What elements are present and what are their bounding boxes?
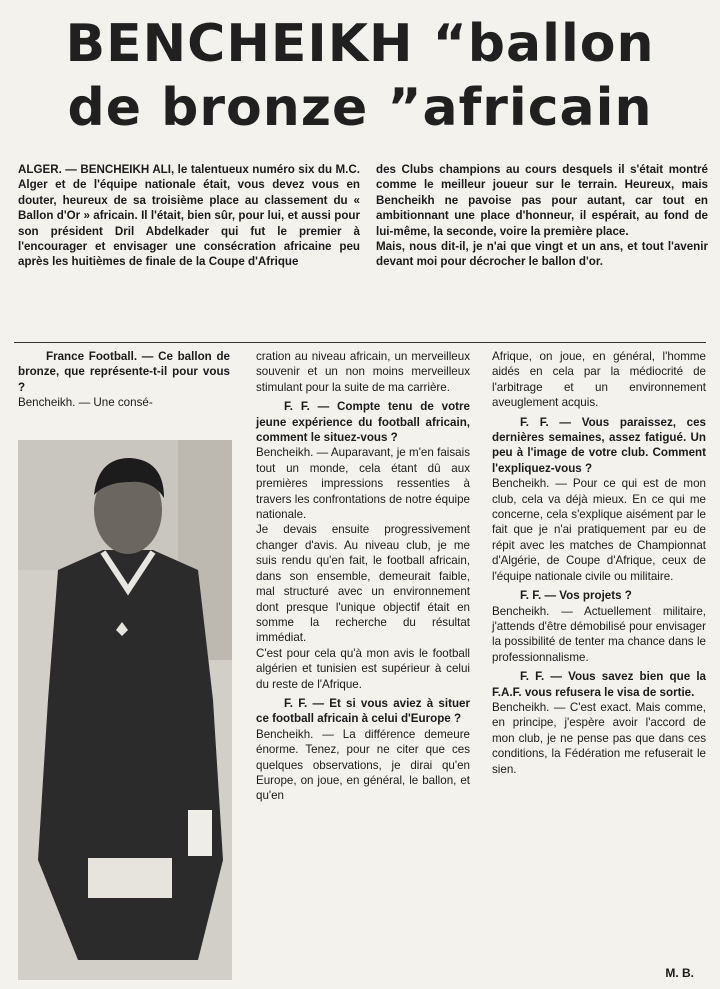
- lead-paragraph-col1: [18, 162, 360, 270]
- question-5: F. F. — Vos projets ?: [520, 589, 632, 603]
- question-4: F. F. — Vous paraissez, ces dernières semaines, assez fatigué. Un peu à l'image de votre club. Comment l'expliquez-vous ?: [492, 415, 706, 475]
- section-divider: [14, 342, 706, 343]
- answer-5: Bencheikh. — Actuellement militaire, j'attends d'être démobilisé pour envisager la possibilité de tenter ma chance dans le professionnalisme.: [492, 604, 706, 664]
- answer-6: Bencheikh. — C'est exact. Mais comme, en principe, j'espère avoir l'accord de mon club, je ne pense pas que dans ces conditions, la Fédération me refuserait le sien.: [492, 700, 706, 776]
- interview-column-2: [256, 349, 470, 804]
- lead-paragraph-col2: [376, 162, 708, 270]
- answer-3-end: Afrique, on joue, en général, l'homme aidés en cela par la médiocrité de l'arbitrage et un environnement aveuglement acquis.: [492, 350, 706, 410]
- answer-4: Bencheikh. — Pour ce qui est de mon club, cela va déjà mieux. En ce qui me concerne, cela s'explique aisément par le fait que je n'ai pratiquement par eu de répit avec les matches de Championnat d'Algérie, de Coupe d'Afrique, ceux de l'équipe nationale civile ou militaire.: [492, 477, 706, 583]
- question-3: F. F. — Et si vous aviez à situer ce football africain à celui d'Europe ?: [256, 696, 470, 726]
- question-6: F. F. — Vous savez bien que la F.A.F. vous refusera le visa de sortie.: [492, 670, 706, 699]
- headline-line-2: de bronze ”africain: [67, 78, 653, 138]
- interview-column-3: [492, 349, 706, 777]
- lead-text-2: des Clubs champions au cours desquels il s'était montré comme le meilleur joueur sur le terrain. Heureux, mais Bencheikh ne pavoise pas pour autant, car tout en ambitionnant une place d'honneur, il espérait, au fond de lui-même, la seconde, voire la première place.: [376, 163, 708, 238]
- question-2: F. F. — Compte tenu de votre jeune expérience du football africain, comment le situez-vous ?: [256, 400, 470, 445]
- player-portrait-image: [18, 440, 232, 980]
- answer-2: Bencheikh. — Auparavant, je m'en faisais tout un monde, cela étant dû aux premières impressions ressenties à travers les confrontations de notre équipe nationale.: [256, 446, 470, 522]
- lead-text-1: ALGER. — BENCHEIKH ALI, le talentueux numéro six du M.C. Alger et de l'équipe nationale était, vous devez vous en douter, heureux de sa troisième place au classement du « Ballon d'Or » africain. Il l'était, bien sûr, pour lui, et aussi pour son président Dril Abdelkader qui fut le premier à l'encourager et envisager une consécration africaine peu après les huitièmes de finale de la Coupe d'Afrique: [18, 163, 360, 269]
- answer-1-start: Bencheikh. — Une consé-: [18, 396, 153, 410]
- author-signature: M. B.: [665, 966, 694, 980]
- answer-2-cont: Je devais ensuite progressivement changer d'avis. Au niveau club, je me suis rendu qu'en fait, le football africain, dans son ensemble, demeurait faible, mal structuré avec un environnement dont presque l'unique objectif était en somme la recherche du résultat immédiat.: [256, 523, 470, 645]
- player-photo: [18, 440, 232, 980]
- answer-2-end: C'est pour cela qu'à mon avis le football algérien et tunisien est supérieur à celui du reste de l'Afrique.: [256, 646, 470, 691]
- answer-3-start: Bencheikh. — La différence demeure énorme. Tenez, pour ne citer que ces quelques observations, je dirai qu'en Europe, on joue, en général, le ballon, et qu'en: [256, 727, 470, 803]
- interview-column-1: [18, 349, 230, 411]
- answer-1-end: cration au niveau africain, un merveilleux souvenir et un non moins merveilleux stimulant pour la suite de ma carrière.: [256, 350, 470, 394]
- lead-text-3: Mais, nous dit-il, je n'ai que vingt et un ans, et tout l'avenir devant moi pour décrocher le ballon d'or.: [376, 240, 708, 269]
- question-1: France Football. — Ce ballon de bronze, que représente-t-il pour vous ?: [18, 350, 230, 394]
- headline-line-1: BENCHEIKH “ballon: [65, 14, 655, 74]
